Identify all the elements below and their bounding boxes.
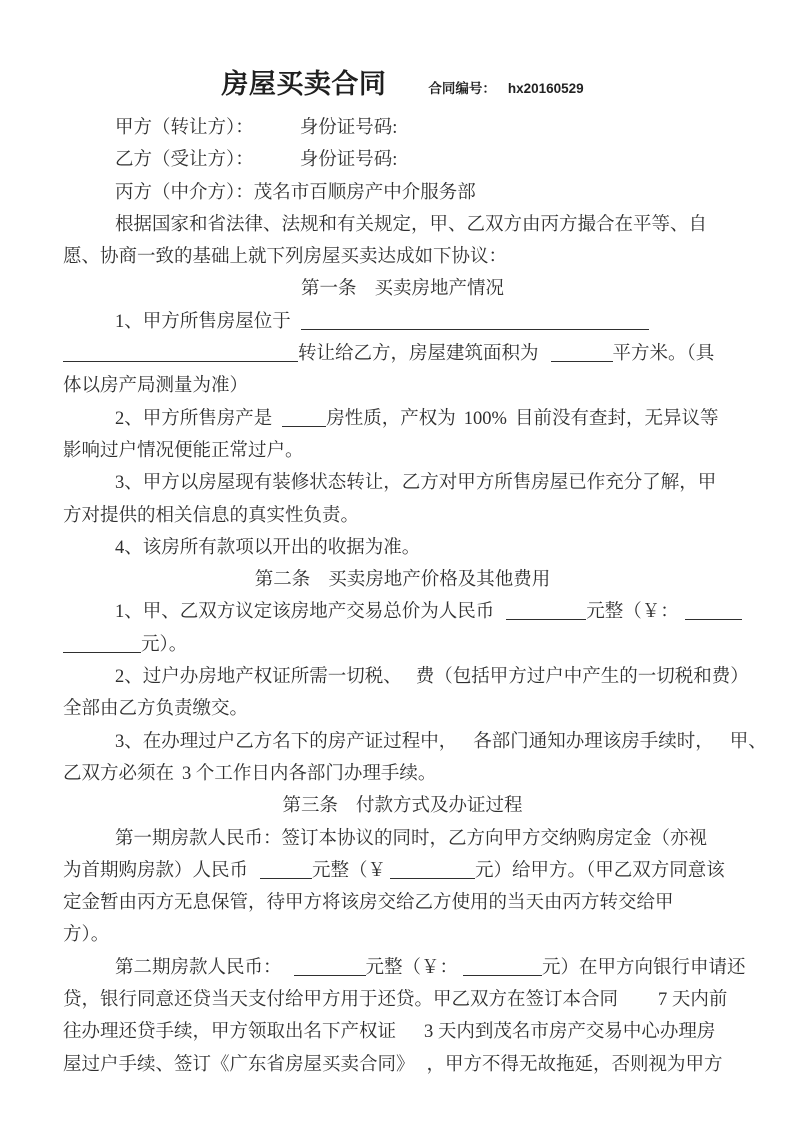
text-run: 体以房产局测量为准）: [63, 376, 249, 397]
spacer: [272, 423, 282, 424]
s3-phase2-line-4: [63, 1049, 742, 1081]
text-run: 屋过户手续、签订《广东省房屋买卖合同》: [63, 1054, 415, 1075]
s3-phase2-line-3: [63, 1016, 742, 1048]
section-2-heading: [63, 564, 742, 596]
text-run: 身份证号码:: [299, 118, 398, 138]
text-run: 费（包括甲方过户中产生的一切税和费）: [415, 667, 749, 688]
blank-underline: [294, 963, 366, 976]
preamble-line-2: [63, 241, 742, 273]
text-run: 买卖房地产价格及其他费用: [328, 570, 551, 591]
s1-item3-line-1: [63, 467, 742, 499]
blank-underline: [463, 963, 542, 976]
text-run: 3、甲方以房屋现有装修状态转让，乙方对甲方所售房屋已作充分了解，甲: [115, 473, 717, 494]
text-run: 3、在办理过户乙方名下的房产证过程中，: [115, 731, 458, 752]
party-c-line: [63, 177, 742, 209]
spacer: [714, 746, 730, 747]
spacer: [282, 972, 294, 973]
text-run: 甲、: [729, 731, 767, 752]
section-1-heading: [63, 273, 742, 305]
spacer: [618, 1004, 658, 1005]
spacer: [456, 423, 464, 424]
spacer: [254, 132, 300, 133]
text-run: 目前没有查封，无异议等: [514, 408, 719, 429]
s3-phase1-line-3: [63, 887, 742, 919]
blank-underline: [551, 349, 613, 362]
spacer: [539, 358, 551, 359]
s3-phase2-line-2: [63, 984, 742, 1016]
spacer: [338, 810, 356, 811]
blank-underline: [260, 866, 312, 879]
document-title: 房屋买卖合同: [221, 69, 387, 99]
text-run: 第一条: [300, 279, 357, 300]
text-run: 贷，银行同意还贷当天支付给甲方用于还贷。甲乙双方在签订本合同: [63, 990, 619, 1011]
text-run: 第二条: [254, 570, 311, 591]
s3-phase1-line-2: [63, 855, 742, 887]
spacer: [254, 164, 300, 165]
document-header: [63, 62, 742, 101]
preamble-line-1: [63, 209, 742, 241]
text-run: 第二期房款人民币：: [115, 957, 282, 978]
blank-underline: [63, 640, 141, 653]
section-3-heading: [63, 790, 742, 822]
text-run: 元整（￥: [312, 860, 387, 881]
text-run: 100%: [463, 408, 507, 429]
contract-body: [63, 112, 767, 1081]
party-b-line: [63, 144, 742, 176]
text-run: 第三条: [282, 796, 338, 817]
text-run: 元整（￥：: [586, 602, 679, 623]
text-run: 根据国家和省法律、法规和有关规定，甲、乙双方由丙方撮合在平等、自: [115, 214, 708, 235]
s2-item2-line-1: [63, 661, 749, 693]
spacer: [507, 423, 515, 424]
text-run: 付款方式及办证过程: [356, 796, 523, 817]
text-run: 1、甲、乙双方议定该房地产交易总价为人民币: [115, 602, 495, 623]
s2-item1-line-1: [63, 596, 742, 628]
text-run: 房性质，产权为: [326, 408, 456, 429]
s2-item3-line-1: [63, 726, 767, 758]
contract-number: [428, 77, 583, 97]
text-run: 丙方（中介方）：茂名市百顺房产中介服务部: [115, 182, 476, 203]
s1-item1-line-2: [63, 338, 742, 370]
text-run: 乙双方必须在: [63, 763, 175, 784]
text-run: 第一期房款人民币：签订本协议的同时，乙方向甲方交纳购房定金（亦视: [115, 828, 708, 849]
text-run: 买卖房地产情况: [374, 279, 505, 300]
text-run: 甲方（转让方）：: [115, 118, 254, 138]
text-run: 影响过户情况便能正常过户。: [63, 440, 304, 461]
s1-item2-line-2: [63, 435, 742, 467]
text-run: 各部门通知办理该房手续时，: [473, 731, 714, 752]
s2-item3-line-2: [63, 758, 742, 790]
text-run: 3 天内到茂名市房产交易中心办理房: [424, 1022, 716, 1043]
s2-item1-line-2: [63, 629, 742, 661]
spacer: [174, 778, 182, 779]
spacer: [248, 875, 260, 876]
text-run: 定金暂由丙方无息保管，待甲方将该房交给乙方使用的当天由丙方转交给甲: [63, 893, 674, 914]
blank-underline: [506, 607, 586, 620]
s1-item1-line-3: [63, 370, 742, 402]
spacer: [357, 293, 375, 294]
text-run: 往办理还贷手续，甲方领取出名下产权证: [63, 1022, 397, 1043]
s1-item3-line-2: [63, 500, 742, 532]
s3-phase2-line-1: [63, 952, 746, 984]
spacer: [494, 616, 506, 617]
blank-underline: [282, 414, 326, 427]
text-run: 转让给乙方，房屋建筑面积为: [298, 344, 539, 365]
s1-item1-line-1: [63, 306, 742, 338]
text-run: 元）在甲方向银行申请还: [542, 957, 746, 978]
contract-number-label: 合同编号：: [428, 81, 496, 96]
spacer: [396, 1036, 424, 1037]
blank-underline: [63, 349, 298, 362]
text-run: 1、甲方所售房屋位于: [115, 311, 291, 332]
party-a-line: [63, 112, 742, 144]
spacer: [457, 746, 473, 747]
text-run: 3 个工作日内各部门办理手续。: [182, 763, 437, 784]
text-run: 身份证号码:: [299, 150, 398, 171]
s1-item4-line: [63, 532, 742, 564]
spacer: [310, 584, 328, 585]
spacer: [291, 326, 301, 327]
blank-underline: [301, 317, 649, 330]
text-run: 2、甲方所售房产是: [115, 408, 273, 429]
s3-phase1-line-1: [63, 823, 742, 855]
text-run: 愿、协商一致的基础上就下列房屋买卖达成如下协议：: [63, 247, 508, 268]
text-run: 2、过户办房地产权证所需一切税、: [115, 667, 402, 688]
text-run: 为首期购房款）人民币: [63, 860, 249, 881]
text-run: 4、该房所有款项以开出的收据为准。: [115, 537, 421, 558]
blank-underline: [390, 866, 475, 879]
s3-phase1-line-4: [63, 919, 742, 951]
s2-item2-line-2: [63, 693, 742, 725]
text-run: 乙方（受让方）：: [115, 150, 254, 171]
text-run: ，甲方不得无故拖延，否则视为甲方: [426, 1054, 723, 1075]
text-run: 7 天内前: [658, 990, 728, 1011]
text-run: 元）给甲方。（甲乙双方同意该: [475, 860, 725, 881]
blank-underline: [685, 607, 742, 620]
text-run: 元）。: [141, 634, 188, 655]
spacer: [402, 681, 416, 682]
text-run: 方）。: [63, 925, 110, 946]
text-run: 平方米。（具: [612, 344, 715, 365]
spacer: [415, 1069, 427, 1070]
text-run: 元整（￥：: [365, 957, 459, 978]
contract-number-value: hx20160529: [507, 81, 584, 96]
text-run: 方对提供的相关信息的真实性负责。: [63, 505, 360, 526]
text-run: 全部由乙方负责缴交。: [63, 699, 249, 720]
s1-item2-line-1: [63, 403, 742, 435]
